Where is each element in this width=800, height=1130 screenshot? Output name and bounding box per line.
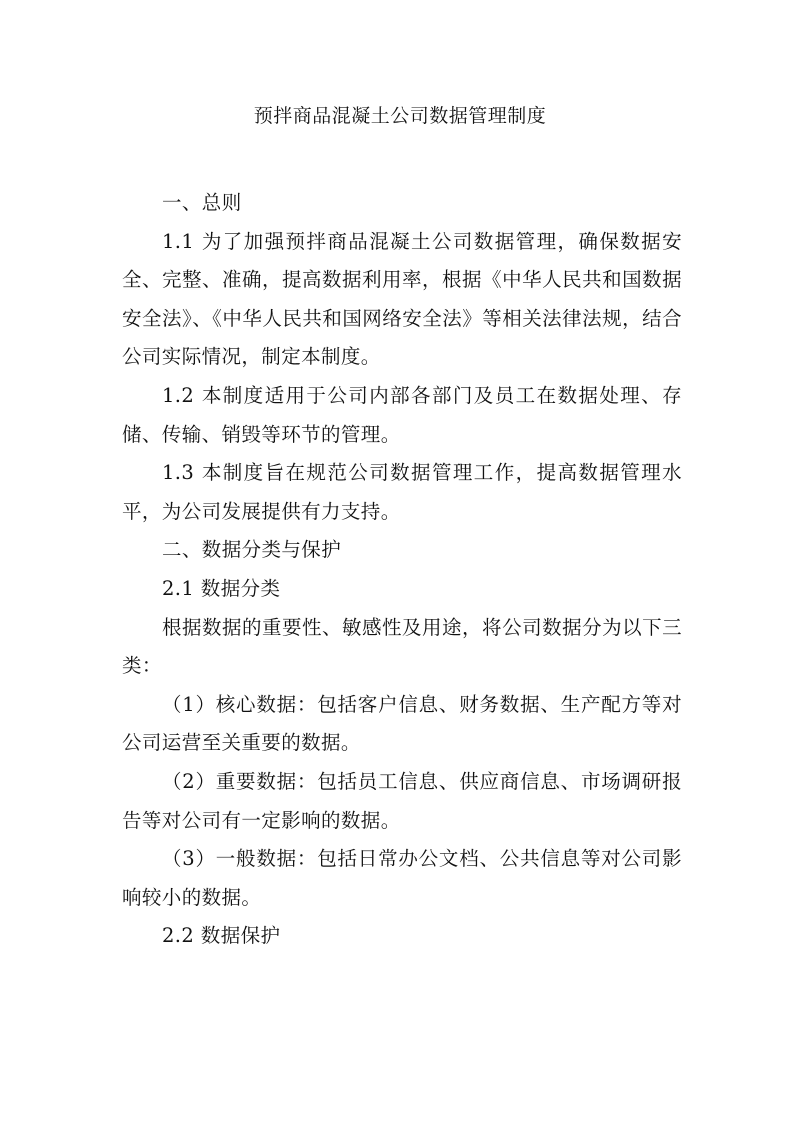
- document-title: 预拌商品混凝土公司数据管理制度: [253, 105, 547, 127]
- clause-1-1: 1.1 为了加强预拌商品混凝土公司数据管理，确保数据安全、完整、准确，提高数据利用率，根据《中华人民共和国数据安全法》、《中华人民共和国网络安全法》等相关法律法规，结合公司实际情况，制定本制度。: [122, 229, 682, 369]
- clause-1-2: 1.2 本制度适用于公司内部各部门及员工在数据处理、存储、传输、销毁等环节的管理。: [122, 383, 682, 446]
- classification-item-general: （3）一般数据：包括日常办公文档、公共信息等对公司影响较小的数据。: [122, 847, 682, 909]
- subsection-heading-2-1: 2.1 数据分类: [162, 576, 281, 600]
- classification-item-important: （2）重要数据：包括员工信息、供应商信息、市场调研报告等对公司有一定影响的数据。: [122, 769, 682, 832]
- classification-intro: 根据数据的重要性、敏感性及用途，将公司数据分为以下三类：: [122, 615, 682, 678]
- document-body: [122, 184, 682, 956]
- section-heading-general: 一、总则: [162, 191, 242, 214]
- section-heading-classification: 二、数据分类与保护: [162, 538, 342, 562]
- classification-item-core: （1）核心数据：包括客户信息、财务数据、生产配方等对公司运营至关重要的数据。: [122, 692, 682, 755]
- clause-1-3: 1.3 本制度旨在规范公司数据管理工作，提高数据管理水平，为公司发展提供有力支持。: [122, 461, 682, 523]
- subsection-heading-2-2: 2.2 数据保护: [162, 924, 281, 948]
